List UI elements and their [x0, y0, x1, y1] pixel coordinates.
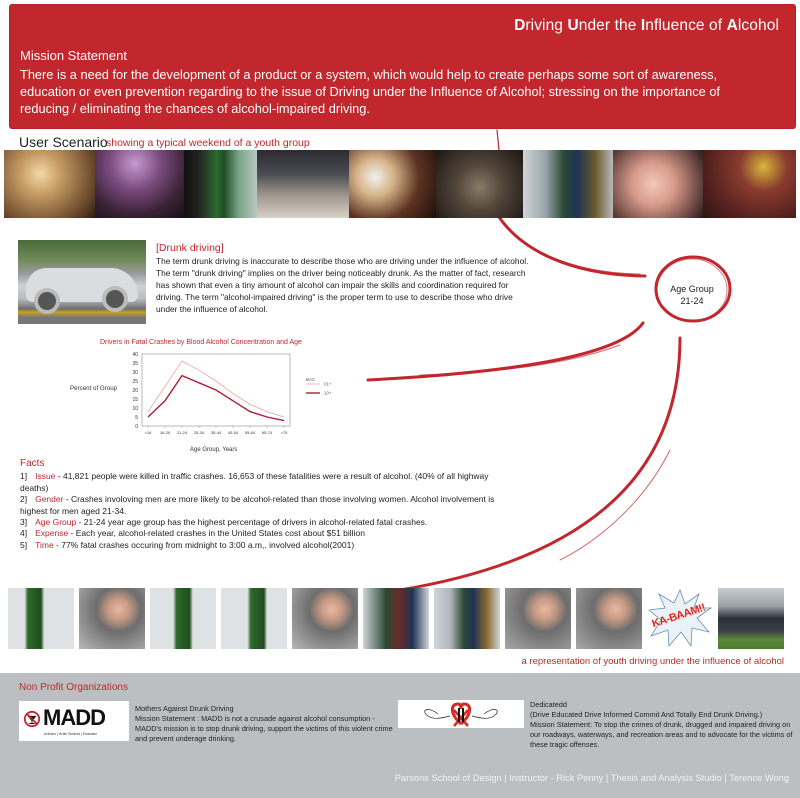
x-tick-label: 21-24	[176, 430, 188, 435]
beer-bottle-photo	[221, 588, 287, 649]
series-line-bac-01	[148, 361, 284, 417]
series-line-bac-10	[148, 376, 284, 421]
bottles-photo	[434, 588, 500, 649]
mission-heading: Mission Statement	[20, 48, 127, 63]
x-tick-label: 25-34	[193, 430, 205, 435]
x-tick-label: 16-20	[159, 430, 171, 435]
ribbon-hands-icon	[398, 700, 524, 728]
swoosh-to-strip-2	[560, 450, 670, 560]
fact-item	[20, 471, 500, 494]
swoosh-to-chart-2	[420, 345, 620, 375]
youth-driving-caption: a representation of youth driving under the influence of alcohol	[521, 656, 784, 667]
madd-logo	[19, 701, 129, 741]
wrecked-car-photo	[718, 588, 784, 649]
drunk-driving-text: The term drunk driving is inaccurate to describe those who are driving under the influence of alcohol. The term "drunk driving" implies on the driver being noticeably drunk. As the matter of fact, research has shown that even a tiny amount of alcohol can impair the skills and coordination required for driving. The term "alcohol-impaired driving" is the proper term to use to describe those who drive under the influence of alcohol.	[156, 256, 529, 314]
no-drinking-icon	[23, 710, 41, 728]
fact-item	[20, 540, 500, 551]
dedicatedd-expansion: (Drive Educated Drive Informed Commit And Totally End Drunk Driving.)	[530, 710, 763, 719]
y-tick-label: 20	[132, 387, 138, 394]
bac-line-chart	[120, 348, 340, 446]
blurry-party-photo	[703, 150, 796, 218]
madd-description	[135, 704, 395, 744]
age-group-callout	[660, 283, 724, 307]
driver-photo	[79, 588, 145, 649]
fact-number: 4]	[20, 528, 28, 539]
dedicatedd-name: Dedicatedd	[530, 700, 567, 709]
driver-drunk-photo	[505, 588, 571, 649]
chart-x-axis-label: Age Group, Years	[190, 447, 238, 453]
fact-number: 3]	[20, 517, 28, 528]
madd-name: Mothers Against Drunk Driving	[135, 704, 234, 713]
fact-text: - 41,821 people were killed in traffic crashes. 16,653 of these fatalities were a result of alcohol. (40% of all highway deaths)	[20, 471, 489, 493]
fact-key: Issue	[35, 471, 56, 482]
title-word: nfluence of	[645, 17, 727, 34]
x-tick-label: >75	[280, 430, 288, 435]
fact-number: 5]	[20, 539, 28, 550]
y-tick-label: 5	[135, 414, 138, 421]
chart-legend-title: BAC	[306, 377, 316, 382]
car-wheel	[102, 286, 128, 312]
legend-label: .01+	[323, 381, 332, 387]
credits-line: Parsons School of Design | Instructor - Rick Penny | Thesis and Analysis Studio | Terence Wong	[394, 773, 789, 783]
y-tick-label: 0	[135, 423, 138, 430]
soju-bottle-photo	[184, 150, 257, 218]
dedicatedd-logo	[398, 700, 524, 728]
crashed-car-photo	[18, 240, 146, 324]
fact-key: Time	[35, 539, 54, 550]
fact-text: - Crashes involoving men are more likely to be alcohol-related than those involving women. Alcohol involvement is highest for men aged 21-34.	[20, 494, 495, 516]
lounge-lights-photo	[4, 150, 95, 218]
madd-logo-tagline: Activism | Victim Services | Education	[44, 732, 97, 736]
title-word: lcohol	[737, 17, 779, 34]
y-tick-label: 40	[132, 351, 138, 358]
group-table-photo	[257, 150, 349, 218]
car-wheel	[34, 288, 60, 314]
age-group-label: Age Group	[670, 284, 714, 294]
kaboom-text: KA-BAAM!!	[650, 601, 707, 631]
y-tick-label: 10	[132, 405, 138, 412]
madd-mission: Mission Statement : MADD is not a crusade against alcohol consumption - MADD's mission is to stop drunk driving, support the victims of this violent crime and prevent underage drinking.	[135, 714, 393, 743]
title-initial-a: A	[726, 17, 738, 34]
bottles-photo	[363, 588, 429, 649]
youth-driving-photo-strip	[8, 588, 792, 649]
beer-bottle-photo	[150, 588, 216, 649]
x-tick-label: 45-54	[227, 430, 239, 435]
friends-hug-photo	[436, 150, 523, 218]
madd-logo-text: MADD	[43, 705, 105, 730]
footer-panel	[0, 673, 800, 798]
kaboom-graphic	[647, 588, 713, 649]
fact-item	[20, 528, 500, 539]
fact-text: - 21-24 year age group has the highest percentage of drivers in alcohol-related fatal crashes.	[76, 517, 428, 528]
fact-text: - Each year, alcohol-related crashes in the United States cost about $51 billion	[68, 528, 365, 539]
fact-item	[20, 494, 500, 517]
fact-number: 1]	[20, 471, 28, 482]
fact-text: - 77% fatal crashes occuring from midnight to 3:00 a.m,. involved alcohol(2001)	[53, 539, 355, 550]
weekend-photo-strip	[4, 150, 796, 218]
facts-heading: Facts	[20, 458, 45, 469]
driver-thumbs-up-photo	[292, 588, 358, 649]
bar-photo	[95, 150, 184, 218]
beer-bottle-photo	[8, 588, 74, 649]
beer-glasses-photo	[349, 150, 436, 218]
fact-number: 2]	[20, 494, 28, 505]
non-profit-heading: Non Profit Organizations	[19, 682, 128, 693]
y-tick-label: 15	[132, 396, 138, 403]
swoosh-top-line	[497, 130, 499, 150]
selfie-group-photo	[613, 150, 703, 218]
chart-y-axis-label: Percent of Group	[70, 385, 118, 392]
fact-key: Age Group	[35, 517, 77, 528]
facts-section	[20, 458, 500, 551]
legend-label: .10+	[323, 390, 332, 396]
title-word: nder the	[578, 17, 641, 34]
fact-key: Gender	[35, 494, 64, 505]
title-initial-d: D	[514, 17, 526, 34]
title-word: riving	[525, 17, 568, 34]
dedicatedd-description	[530, 700, 795, 750]
y-tick-label: 25	[132, 378, 138, 385]
fact-key: Expense	[35, 528, 69, 539]
chart-title: Drivers in Fatal Crashes by Blood Alcohol Concentration and Age	[100, 339, 302, 346]
user-scenario-heading: User Scenario	[19, 134, 108, 150]
y-tick-label: 35	[132, 360, 138, 367]
x-tick-label: 55-64	[244, 430, 256, 435]
title-initial-u: U	[567, 17, 579, 34]
age-group-value: 21-24	[680, 296, 704, 306]
bottles-photo	[523, 150, 613, 218]
driver-shouting-photo	[576, 588, 642, 649]
header-banner	[10, 5, 795, 128]
poster-title	[514, 17, 779, 35]
y-tick-label: 30	[132, 369, 138, 376]
facts-list	[20, 471, 500, 551]
x-tick-label: <16	[144, 430, 152, 435]
title-initial-i: I	[640, 17, 646, 34]
swoosh-to-chart	[368, 323, 643, 380]
x-tick-label: 35-44	[210, 430, 222, 435]
drunk-driving-heading: [Drunk driving]	[156, 242, 224, 254]
dedicatedd-mission: Mission Statement: To stop the crimes of drunk, drugged and impaired driving on our roadways, waterways, and recreation areas and to advocate for the victims of these tragic offenses.	[530, 720, 793, 749]
user-scenario-subheading: showing a typical weekend of a youth group	[106, 137, 310, 149]
fact-item	[20, 517, 500, 528]
mission-text: There is a need for the development of a product or a system, which would help to create perhaps some sort of awareness, education or even prevention regarding to the issue of Driving under the Influence of Alcohol; stressing on the importance of reducing / eliminating the chances of alcohol-impaired driving.	[20, 67, 720, 116]
x-tick-label: 65-74	[261, 430, 273, 435]
